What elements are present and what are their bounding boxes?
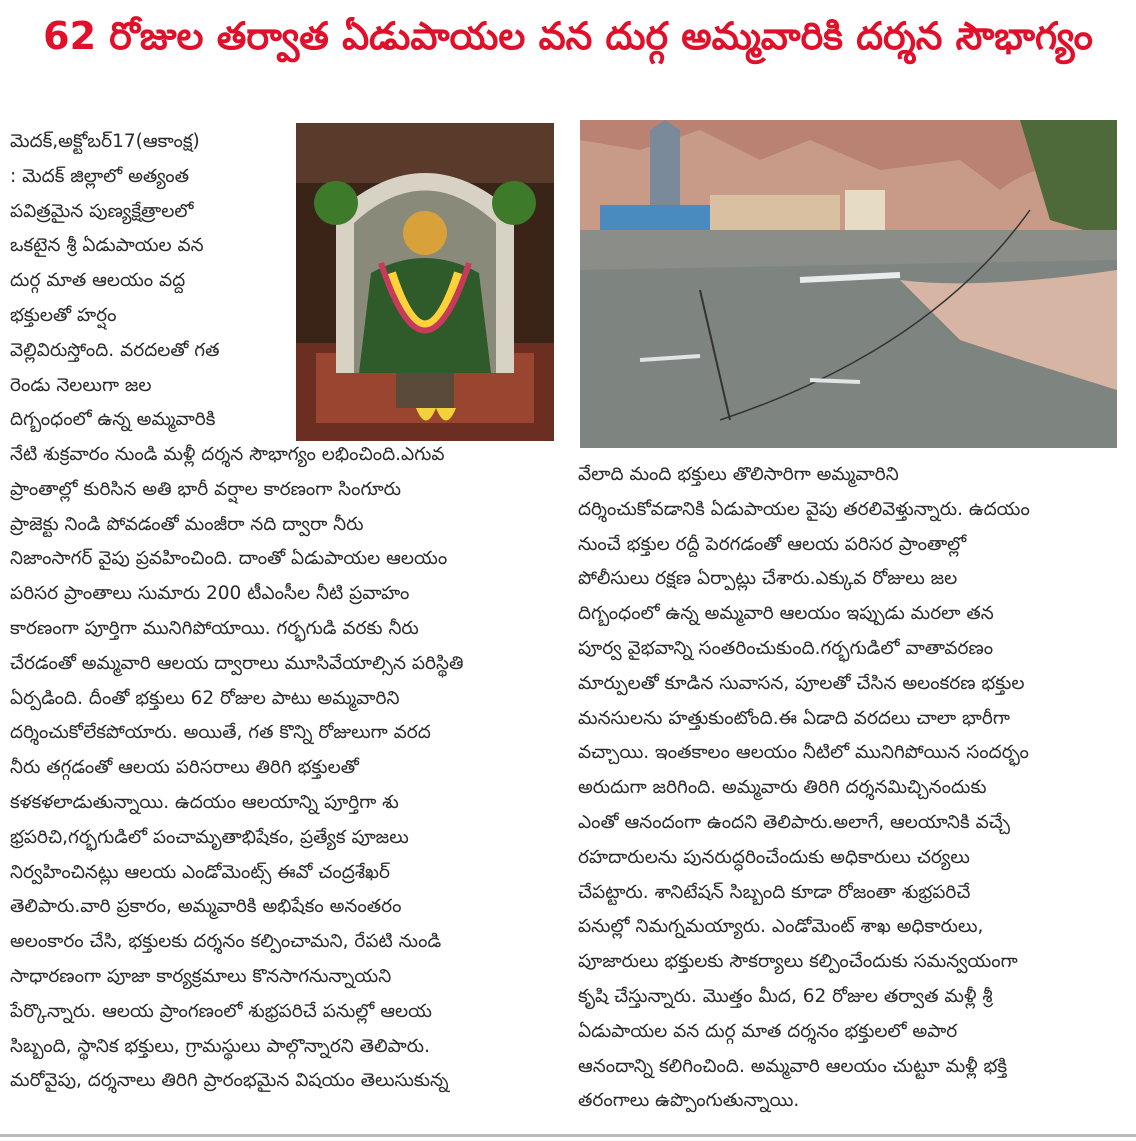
article-line: పేర్కొన్నారు. ఆలయ ప్రాంగణంలో శుభ్రపరిచే పనుల్లో ఆలయ: [10, 1000, 432, 1022]
article-line: అలంకారం చేసి, భక్తులకు దర్శనం కల్పించామని, రేపటి నుండి: [10, 931, 442, 953]
flooded-temple-photo: [580, 120, 1117, 448]
article-column-right: [578, 458, 1126, 1119]
article-line: దిగ్బంధంలో ఉన్న అమ్మవారికి: [10, 409, 216, 431]
article-line: వెల్లివిరుస్తోంది. వరదలతో గత: [10, 339, 220, 361]
flooded-temple-image: [580, 120, 1117, 448]
headline: 62 రోజుల తర్వాత ఏడుపాయల వన దుర్గ అమ్మవారికి దర్శన సౌభాగ్యం: [43, 14, 1093, 58]
article-line: ప్రాజెక్టు నిండి పోవడంతో మంజీరా నది ద్వారా నీరు: [10, 513, 364, 535]
article-line: కారణంగా పూర్తిగా మునిగిపోయాయి. గర్భగుడి వరకు నీరు: [10, 617, 419, 639]
article-line: వేలాది మంది భక్తులు తొలిసారిగా అమ్మవారిని: [578, 464, 899, 485]
article-line: ఆనందాన్ని కలిగించింది. అమ్మవారి ఆలయం చుట్టూ మళ్లీ భక్తి: [578, 1055, 1008, 1077]
article-line: దిగ్బంధంలో ఉన్న అమ్మవారి ఆలయం ఇప్పుడు మరలా తన: [578, 603, 994, 625]
article-line: మనసులను హత్తుకుంటోంది.ఈ ఏడాది వరదలు చాలా భారీగా: [578, 707, 1010, 729]
article-line: మార్పులతో కూడిన సువాసన, పూలతో చేసిన అలంకరణ భక్తుల: [578, 672, 1025, 694]
article-line: ప్రాంతాల్లో కురిసిన అతి భారీ వర్షాల కారణంగా సింగూరు: [10, 478, 402, 500]
article-line: చేపట్టారు. శానిటేషన్ సిబ్బంది కూడా రోజంతా శుభ్రపరిచే: [578, 881, 971, 903]
article-line: పనుల్లో నిమగ్నమయ్యారు. ఎండోమెంట్ శాఖ అధికారులు,: [578, 916, 984, 938]
article-line: పూజారులు భక్తులకు సౌకర్యాలు కల్పించేందుకు సమన్వయంగా: [578, 951, 1018, 973]
article-line: వచ్చాయి. ఇంతకాలం ఆలయం నీటిలో మునిగిపోయిన సందర్భం: [578, 742, 1029, 764]
article-line: అరుదుగా జరిగింది. అమ్మవారు తిరిగి దర్శనమిచ్చినందుకు: [578, 777, 987, 799]
article-line: రెండు నెలలుగా జల: [10, 374, 152, 396]
article-column-left-main: [10, 438, 560, 1099]
article-line: దర్శించుకోవడానికి ఏడుపాయల వైపు తరలివెళ్తున్నారు. ఉదయం: [578, 498, 1030, 520]
deity-idol-photo: [296, 123, 554, 441]
article-line: సాధారణంగా పూజా కార్యక్రమాలు కొనసాగనున్నాయని: [10, 965, 392, 987]
article-line: మరోవైపు, దర్శనాలు తిరిగి ప్రారంభమైన విషయం తెలుసుకున్న: [10, 1070, 449, 1092]
article-line: పూర్వ వైభవాన్ని సంతరించుకుంది.గర్భగుడిలో వాతావరణం: [578, 637, 994, 659]
article-line: ఏర్పడింది. దీంతో భక్తులు 62 రోజుల పాటు అమ్మవారిని: [10, 687, 400, 709]
deity-idol-image: [296, 123, 554, 441]
article-line: నిర్వహించినట్లు ఆలయ ఎండోమెంట్స్ ఈవో చంద్రశేఖర్: [10, 861, 390, 883]
article-line: నీరు తగ్గడంతో ఆలయ పరిసరాలు తిరిగి భక్తులతో: [10, 757, 359, 779]
article-line: భ్రపరిచి,గర్భగుడిలో పంచామృతాభిషేకం, ప్రత్యేక పూజలు: [10, 826, 409, 848]
article-line: ఎంతో ఆనందంగా ఉందని తెలిపారు.అలాగే, ఆలయానికి వచ్చే: [578, 811, 1010, 833]
article-line: తెలిపారు.వారి ప్రకారం, అమ్మవారికి అభిషేకం అనంతరం: [10, 896, 402, 918]
article-line: నుంచే భక్తుల రద్దీ పెరగడంతో ఆలయ పరిసర ప్రాంతాల్లో: [578, 533, 967, 555]
article-line: కృషి చేస్తున్నారు. మొత్తం మీద, 62 రోజుల తర్వాత మళ్లీ శ్రీ: [578, 985, 993, 1007]
article-line: చేరడంతో అమ్మవారి ఆలయ ద్వారాలు మూసివేయాల్సిన పరిస్థితి: [10, 652, 464, 674]
article-line: ఒకటైన శ్రీ ఏడుపాయల వన: [10, 235, 204, 257]
article-line: పవిత్రమైన పుణ్యక్షేత్రాలలో: [10, 200, 194, 222]
article-line: మెదక్,అక్టోబర్17(ఆకాంక్ష): [10, 131, 200, 152]
article-column-left-top: [10, 125, 282, 438]
article-line: కళకళలాడుతున్నాయి. ఉదయం ఆలయాన్ని పూర్తిగా శు: [10, 791, 399, 813]
article-line: దుర్గ మాత ఆలయం వద్ద: [10, 270, 186, 292]
page-bottom-rule: [0, 1134, 1136, 1137]
article-line: పోలీసులు రక్షణ ఏర్పాట్లు చేశారు.ఎక్కువ రోజులు జల: [578, 568, 958, 590]
article-line: నేటి శుక్రవారం నుండి మళ్లీ దర్శన సౌభాగ్యం లభించింది.ఎగువ: [10, 444, 445, 465]
article-line: పరిసర ప్రాంతాలు సుమారు 200 టీఎంసీల నీటి ప్రవాహం: [10, 583, 410, 605]
article-line: రహదారులను పునరుద్ధరించేందుకు అధికారులు చర్యలు: [578, 846, 970, 868]
article-line: నిజాంసాగర్ వైపు ప్రవహించింది. దాంతో ఏడుపాయల ఆలయం: [10, 548, 448, 570]
article-line: భక్తులతో హర్షం: [10, 304, 117, 326]
article-line: : మెదక్ జిల్లాలో అత్యంత: [10, 165, 190, 187]
article-line: దర్శించుకోలేకపోయారు. అయితే, గత కొన్ని రోజులుగా వరద: [10, 722, 431, 744]
article-line: ఏడుపాయల వన దుర్గ మాత దర్శనం భక్తులలో అపార: [578, 1020, 958, 1042]
article-line: సిబ్బంది, స్థానిక భక్తులు, గ్రామస్థులు పాల్గొన్నారని తెలిపారు.: [10, 1035, 430, 1057]
article-line: తరంగాలు ఉప్పొంగుతున్నాయి.: [578, 1090, 800, 1112]
